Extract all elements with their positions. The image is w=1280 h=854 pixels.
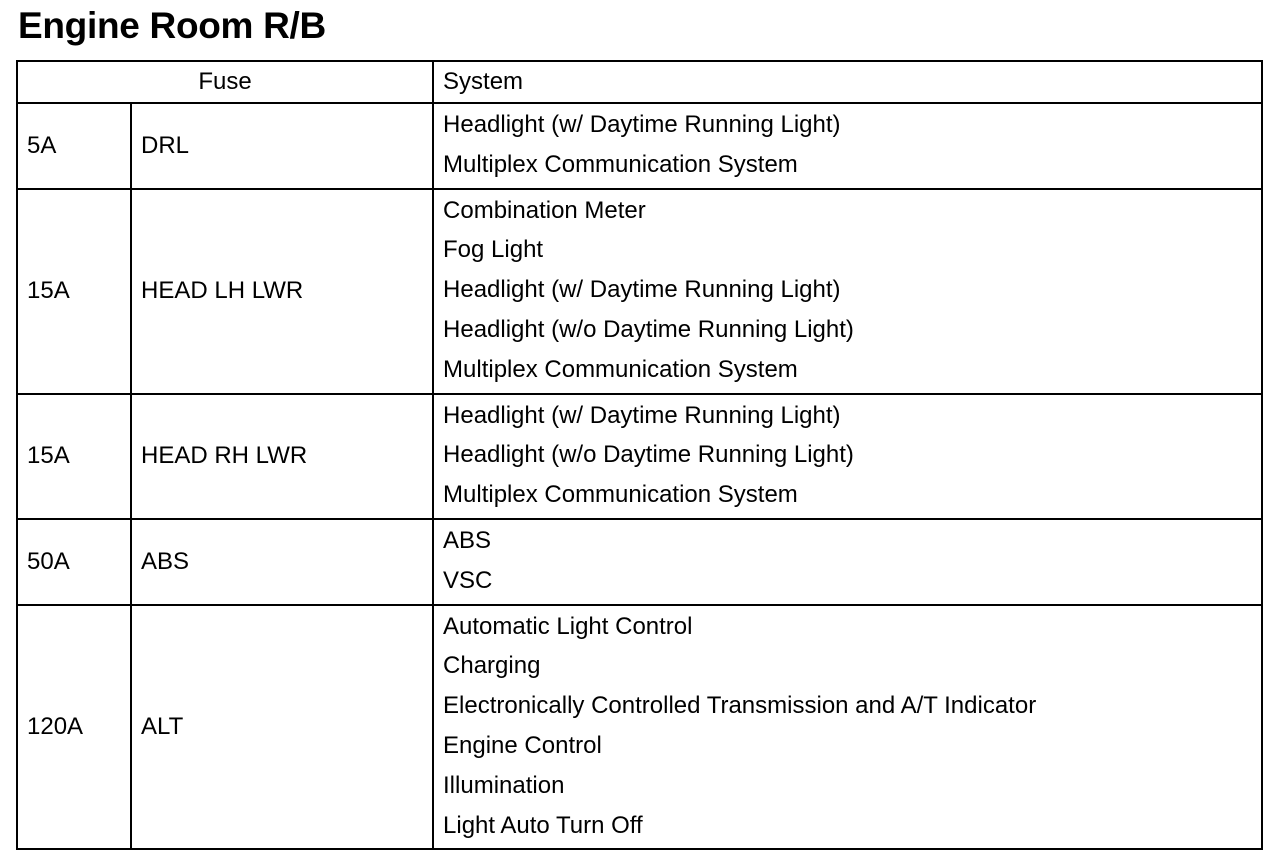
system-item: Light Auto Turn Off (443, 811, 643, 839)
fuse-name: DRL (131, 103, 433, 189)
system-item: Engine Control (443, 731, 602, 759)
system-item: Multiplex Communication System (443, 150, 798, 178)
system-item: Headlight (w/ Daytime Running Light) (443, 276, 841, 304)
fuse-amperage: 120A (17, 605, 131, 850)
system-item: ABS (443, 526, 492, 554)
fuse-name: ABS (131, 519, 433, 605)
system-item: Headlight (w/ Daytime Running Light) (443, 111, 841, 138)
table-row (17, 605, 1262, 850)
fuse-column-header: Fuse (17, 61, 433, 103)
fuse-table (16, 60, 1263, 850)
system-list (433, 605, 1262, 850)
system-item: Multiplex Communication System (443, 481, 798, 509)
system-list (433, 103, 1262, 189)
system-item: Combination Meter (443, 196, 646, 224)
page-title: Engine Room R/B (18, 5, 326, 46)
fuse-name: HEAD LH LWR (131, 189, 433, 394)
fuse-name: HEAD RH LWR (131, 394, 433, 519)
system-item: Electronically Controlled Transmission and A/T Indicator (443, 692, 1037, 720)
system-list (433, 519, 1262, 605)
table-row (17, 189, 1262, 394)
system-list (433, 394, 1262, 519)
fuse-amperage: 15A (17, 394, 131, 519)
system-item: Headlight (w/o Daytime Running Light) (443, 315, 854, 343)
system-list (433, 189, 1262, 394)
system-item: Automatic Light Control (443, 612, 693, 640)
table-row (17, 394, 1262, 519)
system-item: Fog Light (443, 236, 544, 264)
table-row (17, 103, 1262, 189)
system-column-header: System (433, 61, 1262, 103)
fuse-amperage: 5A (17, 103, 131, 189)
system-item: Charging (443, 652, 541, 680)
table-header-row (17, 61, 1262, 103)
system-item: VSC (443, 566, 493, 594)
system-item: Headlight (w/ Daytime Running Light) (443, 401, 841, 429)
fuse-rows (17, 103, 1262, 849)
system-item: Multiplex Communication System (443, 355, 798, 383)
fuse-amperage: 50A (17, 519, 131, 605)
fuse-amperage: 15A (17, 189, 131, 394)
system-item: Illumination (443, 771, 565, 799)
system-item: Headlight (w/o Daytime Running Light) (443, 441, 854, 469)
table-row (17, 519, 1262, 605)
fuse-name: ALT (131, 605, 433, 850)
